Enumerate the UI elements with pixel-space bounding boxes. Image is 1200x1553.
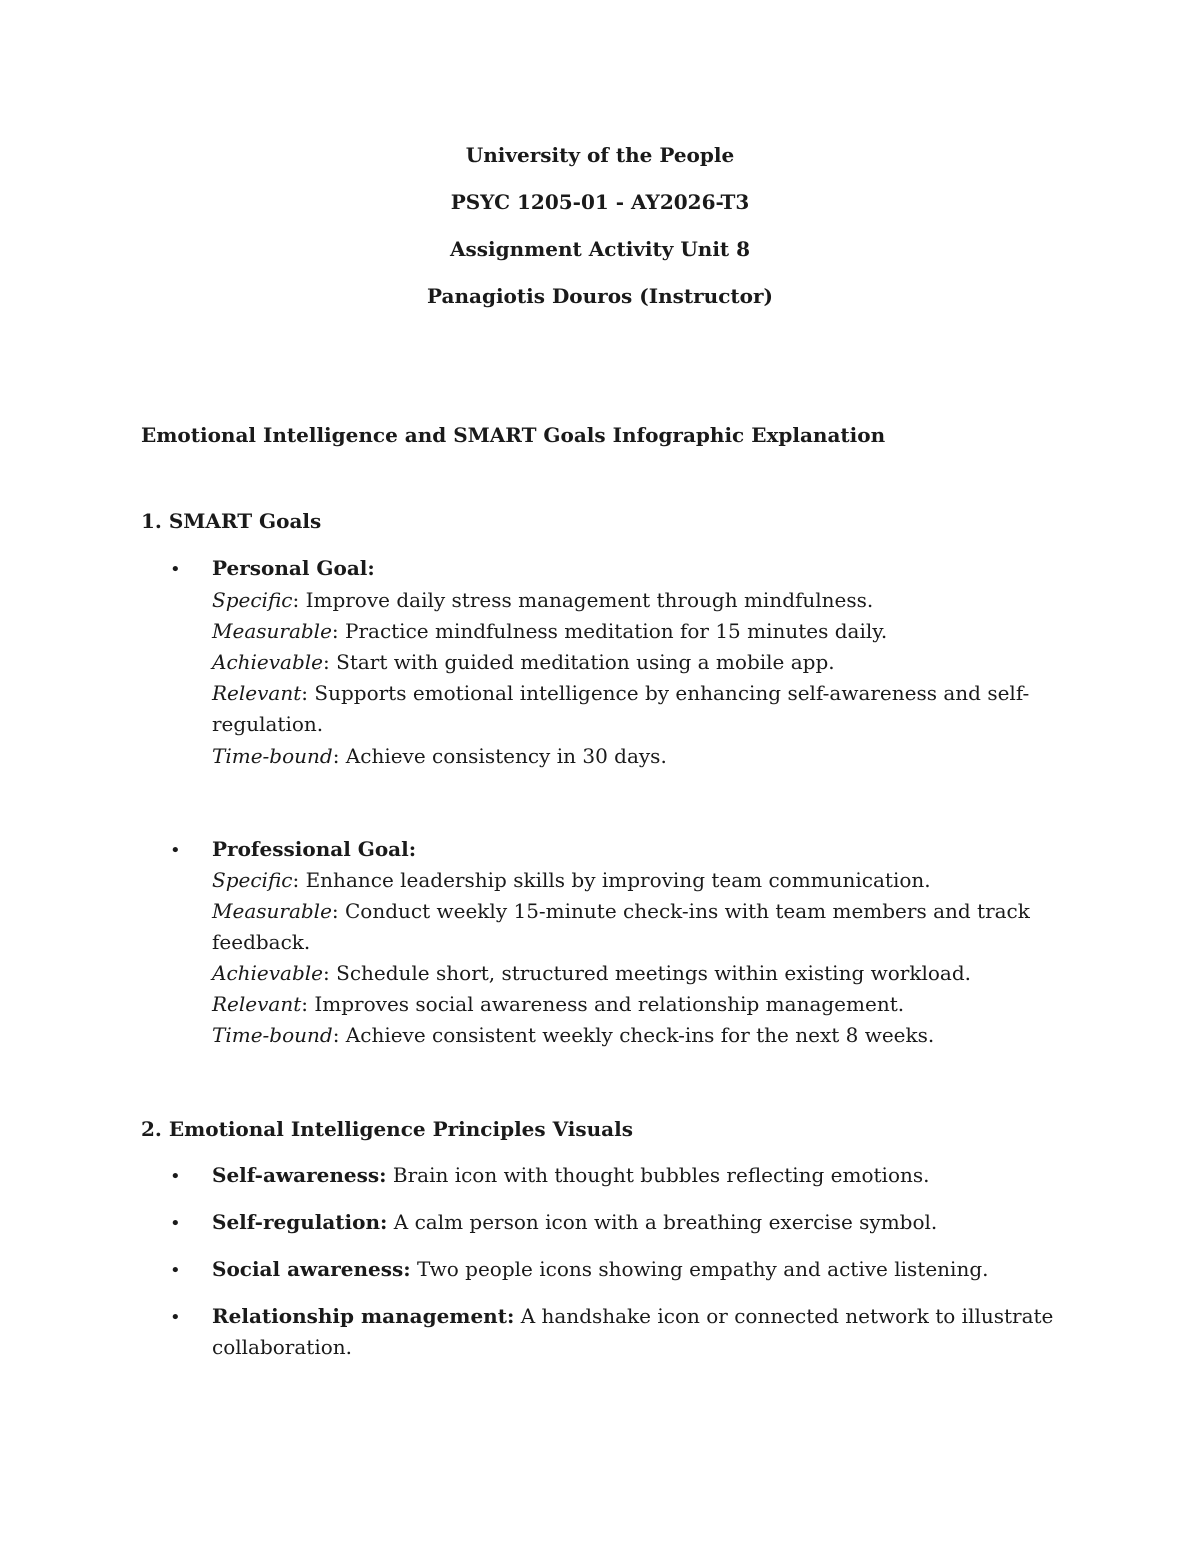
achievable-text: : Start with guided meditation using a mobile app. bbox=[323, 650, 835, 674]
measurable-text: : Practice mindfulness meditation for 15 minutes daily. bbox=[331, 619, 888, 643]
item-label: Social awareness: bbox=[212, 1257, 411, 1281]
ei-item-social-awareness bbox=[212, 1257, 988, 1281]
timebound-text: : Achieve consistent weekly check-ins for the next 8 weeks. bbox=[332, 1023, 935, 1047]
ei-item-relationship-continuation: collaboration. bbox=[212, 1335, 352, 1359]
measurable-label: Measurable bbox=[212, 899, 332, 923]
professional-goal-label: Professional Goal: bbox=[212, 837, 417, 861]
timebound-label: Time-bound bbox=[212, 1023, 333, 1047]
course-code: PSYC 1205-01 - AY2026-T3 bbox=[450, 190, 750, 214]
personal-achievable-line bbox=[212, 650, 835, 674]
item-label: Self-regulation: bbox=[212, 1210, 388, 1234]
section-heading-smart-goals: 1. SMART Goals bbox=[141, 509, 322, 533]
bullet-marker: • bbox=[170, 1307, 181, 1328]
specific-label: Specific bbox=[212, 868, 293, 892]
achievable-label: Achievable bbox=[212, 961, 324, 985]
item-text: A calm person icon with a breathing exercise symbol. bbox=[387, 1210, 938, 1234]
bullet-marker: • bbox=[170, 1166, 181, 1187]
personal-goal-label: Personal Goal: bbox=[212, 556, 375, 580]
timebound-text: : Achieve consistency in 30 days. bbox=[332, 744, 667, 768]
personal-specific-line bbox=[212, 588, 873, 612]
relevant-label: Relevant bbox=[212, 992, 302, 1016]
achievable-label: Achievable bbox=[212, 650, 324, 674]
personal-timebound-line bbox=[212, 744, 667, 768]
instructor-name: Panagiotis Douros (Instructor) bbox=[427, 284, 773, 308]
relevant-text: : Supports emotional intelligence by enhancing self-awareness and self- bbox=[301, 681, 1030, 705]
item-label: Relationship management: bbox=[212, 1304, 515, 1328]
personal-relevant-line bbox=[212, 681, 1029, 705]
institution-name: University of the People bbox=[465, 143, 735, 167]
ei-item-self-regulation bbox=[212, 1210, 937, 1234]
timebound-label: Time-bound bbox=[212, 744, 333, 768]
assignment-title: Assignment Activity Unit 8 bbox=[449, 237, 751, 261]
relevant-text: : Improves social awareness and relationship management. bbox=[301, 992, 905, 1016]
bullet-marker: • bbox=[170, 1260, 181, 1281]
item-label: Self-awareness: bbox=[212, 1163, 387, 1187]
specific-label: Specific bbox=[212, 588, 293, 612]
item-text: A handshake icon or connected network to illustrate bbox=[514, 1304, 1054, 1328]
item-text: Two people icons showing empathy and active listening. bbox=[410, 1257, 989, 1281]
section-heading-ei-visuals: 2. Emotional Intelligence Principles Visuals bbox=[141, 1117, 633, 1141]
professional-measurable-line bbox=[212, 899, 1030, 923]
measurable-text: : Conduct weekly 15-minute check-ins with team members and track bbox=[331, 899, 1030, 923]
bullet-marker: • bbox=[170, 840, 181, 861]
ei-item-relationship-management bbox=[212, 1304, 1053, 1328]
personal-measurable-line bbox=[212, 619, 887, 643]
item-text: Brain icon with thought bubbles reflecting emotions. bbox=[386, 1163, 930, 1187]
professional-measurable-continuation: feedback. bbox=[212, 930, 311, 954]
specific-text: : Improve daily stress management through mindfulness. bbox=[292, 588, 874, 612]
specific-text: : Enhance leadership skills by improving team communication. bbox=[292, 868, 931, 892]
measurable-label: Measurable bbox=[212, 619, 332, 643]
document-title: Emotional Intelligence and SMART Goals Infographic Explanation bbox=[141, 423, 886, 447]
achievable-text: : Schedule short, structured meetings within existing workload. bbox=[323, 961, 971, 985]
professional-achievable-line bbox=[212, 961, 971, 985]
ei-item-self-awareness bbox=[212, 1163, 930, 1187]
bullet-marker: • bbox=[170, 1213, 181, 1234]
relevant-label: Relevant bbox=[212, 681, 302, 705]
professional-timebound-line bbox=[212, 1023, 934, 1047]
professional-specific-line bbox=[212, 868, 931, 892]
personal-relevant-continuation: regulation. bbox=[212, 712, 324, 736]
professional-relevant-line bbox=[212, 992, 904, 1016]
bullet-marker: • bbox=[170, 559, 181, 580]
